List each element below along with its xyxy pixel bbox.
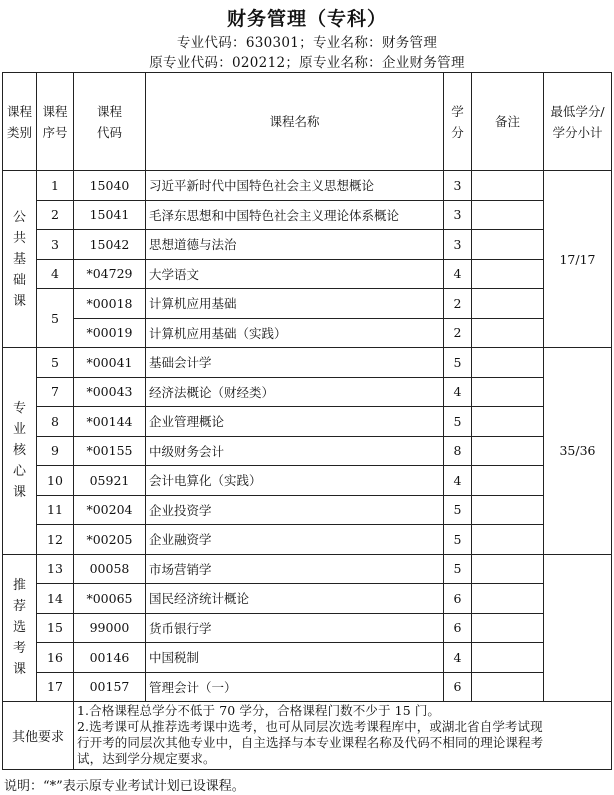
row-credit: 3 <box>444 171 472 201</box>
row-credit: 5 <box>444 525 472 555</box>
row-credit: 5 <box>444 554 472 584</box>
row-code: *00065 <box>74 584 146 614</box>
row-name: 习近平新时代中国特色社会主义思想概论 <box>146 171 444 201</box>
header-remark: 备注 <box>472 73 544 171</box>
category-professional-core: 专 业 核 心 课 <box>3 348 37 555</box>
row-code: 00146 <box>74 643 146 673</box>
table-row <box>3 318 612 348</box>
row-seq: 10 <box>37 466 74 496</box>
row-name: 货币银行学 <box>146 613 444 643</box>
row-name: 会计电算化（实践） <box>146 466 444 496</box>
table-row <box>3 643 612 673</box>
row-seq: 9 <box>37 436 74 466</box>
row-name: 中级财务会计 <box>146 436 444 466</box>
requirement-line: 行开考的同层次其他专业中，自主选择与本专业课程名称及代码不相同的理论课程考 <box>77 735 544 750</box>
table-row <box>3 171 612 201</box>
requirements-text <box>74 702 612 770</box>
table-row <box>3 525 612 555</box>
row-code: 05921 <box>74 466 146 496</box>
header-min-credit: 最低学分/ 学分小计 <box>544 73 612 171</box>
row-seq: 13 <box>37 554 74 584</box>
row-name: 计算机应用基础 <box>146 289 444 319</box>
row-seq: 1 <box>37 171 74 201</box>
row-seq: 17 <box>37 672 74 702</box>
subtotal-elective <box>544 554 612 702</box>
row-code: *00144 <box>74 407 146 437</box>
subtotal-public: 17/17 <box>544 171 612 348</box>
row-name: 经济法概论（财经类） <box>146 377 444 407</box>
row-name: 企业投资学 <box>146 495 444 525</box>
row-remark <box>472 525 544 555</box>
row-remark <box>472 495 544 525</box>
row-remark <box>472 259 544 289</box>
header-code: 课程 代码 <box>74 73 146 171</box>
row-remark <box>472 377 544 407</box>
row-code: 15042 <box>74 230 146 260</box>
row-name: 企业管理概论 <box>146 407 444 437</box>
footnote: 说明：“*”表示原专业考试计划已设课程。 <box>4 779 245 794</box>
header-name: 课程名称 <box>146 73 444 171</box>
row-name: 中国税制 <box>146 643 444 673</box>
row-remark <box>472 554 544 584</box>
row-name: 计算机应用基础（实践） <box>146 318 444 348</box>
row-code: *00019 <box>74 318 146 348</box>
row-remark <box>472 407 544 437</box>
row-credit: 6 <box>444 672 472 702</box>
row-remark <box>472 584 544 614</box>
row-remark <box>472 643 544 673</box>
row-credit: 5 <box>444 495 472 525</box>
category-public-basic: 公 共 基 础 课 <box>3 171 37 348</box>
row-code: 00058 <box>74 554 146 584</box>
row-code: *00041 <box>74 348 146 378</box>
subtotal-core: 35/36 <box>544 348 612 555</box>
row-credit: 2 <box>444 289 472 319</box>
header-seq: 课程 序号 <box>37 73 74 171</box>
row-name: 思想道德与法治 <box>146 230 444 260</box>
row-credit: 8 <box>444 436 472 466</box>
table-row <box>3 584 612 614</box>
row-remark <box>472 613 544 643</box>
table-row <box>3 230 612 260</box>
row-credit: 6 <box>444 613 472 643</box>
table-row <box>3 407 612 437</box>
table-row <box>3 377 612 407</box>
row-seq: 5 <box>37 289 74 348</box>
row-code: 15040 <box>74 171 146 201</box>
table-row <box>3 200 612 230</box>
row-code: *00204 <box>74 495 146 525</box>
table-row <box>3 259 612 289</box>
row-remark <box>472 436 544 466</box>
row-remark <box>472 171 544 201</box>
requirements-label: 其他要求 <box>3 702 74 770</box>
row-seq: 16 <box>37 643 74 673</box>
row-seq: 3 <box>37 230 74 260</box>
row-credit: 5 <box>444 348 472 378</box>
row-code: *00043 <box>74 377 146 407</box>
row-name: 市场营销学 <box>146 554 444 584</box>
row-name: 大学语文 <box>146 259 444 289</box>
row-credit: 4 <box>444 377 472 407</box>
row-credit: 4 <box>444 643 472 673</box>
row-credit: 4 <box>444 466 472 496</box>
table-row <box>3 672 612 702</box>
row-credit: 5 <box>444 407 472 437</box>
row-name: 基础会计学 <box>146 348 444 378</box>
table-row <box>3 495 612 525</box>
table-row <box>3 554 612 584</box>
row-code: 99000 <box>74 613 146 643</box>
table-header-row <box>3 73 612 171</box>
row-remark <box>472 200 544 230</box>
row-code: *00205 <box>74 525 146 555</box>
table-row <box>3 348 612 378</box>
row-credit: 4 <box>444 259 472 289</box>
row-code: *04729 <box>74 259 146 289</box>
row-remark <box>472 289 544 319</box>
row-seq: 15 <box>37 613 74 643</box>
major-code-line: 专业代码：630301；专业名称：财务管理 <box>176 35 438 51</box>
header-category: 课程 类别 <box>3 73 37 171</box>
course-plan-table <box>2 72 612 770</box>
row-credit: 6 <box>444 584 472 614</box>
requirement-line: 2.选考课可从推荐选考课中选考，也可从同层次选考课程库中，或湖北省自学考试现 <box>77 719 543 734</box>
table-row <box>3 289 612 319</box>
row-credit: 2 <box>444 318 472 348</box>
row-remark <box>472 318 544 348</box>
row-remark <box>472 230 544 260</box>
table-row <box>3 613 612 643</box>
row-credit: 3 <box>444 200 472 230</box>
row-seq: 14 <box>37 584 74 614</box>
row-code: *00155 <box>74 436 146 466</box>
row-seq: 2 <box>37 200 74 230</box>
row-seq: 8 <box>37 407 74 437</box>
row-code: 15041 <box>74 200 146 230</box>
row-seq: 4 <box>37 259 74 289</box>
row-name: 管理会计（一） <box>146 672 444 702</box>
requirement-line: 试，达到学分规定要求。 <box>77 751 216 766</box>
row-seq: 11 <box>37 495 74 525</box>
category-recommended-elective: 推 荐 选 考 课 <box>3 554 37 702</box>
row-remark <box>472 466 544 496</box>
row-name: 国民经济统计概论 <box>146 584 444 614</box>
row-credit: 3 <box>444 230 472 260</box>
row-code: *00018 <box>74 289 146 319</box>
page-title: 财务管理（专科） <box>226 8 387 30</box>
row-remark <box>472 672 544 702</box>
row-seq: 7 <box>37 377 74 407</box>
requirements-row <box>3 702 612 770</box>
requirement-line: 1.合格课程总学分不低于 70 学分，合格课程门数不少于 15 门。 <box>77 703 441 718</box>
row-name: 毛泽东思想和中国特色社会主义理论体系概论 <box>146 200 444 230</box>
header-credit: 学 分 <box>444 73 472 171</box>
row-code: 00157 <box>74 672 146 702</box>
table-row <box>3 466 612 496</box>
former-major-code-line: 原专业代码：020212；原专业名称：企业财务管理 <box>149 55 465 71</box>
table-row <box>3 436 612 466</box>
row-seq: 5 <box>37 348 74 378</box>
row-remark <box>472 348 544 378</box>
row-name: 企业融资学 <box>146 525 444 555</box>
row-seq: 12 <box>37 525 74 555</box>
